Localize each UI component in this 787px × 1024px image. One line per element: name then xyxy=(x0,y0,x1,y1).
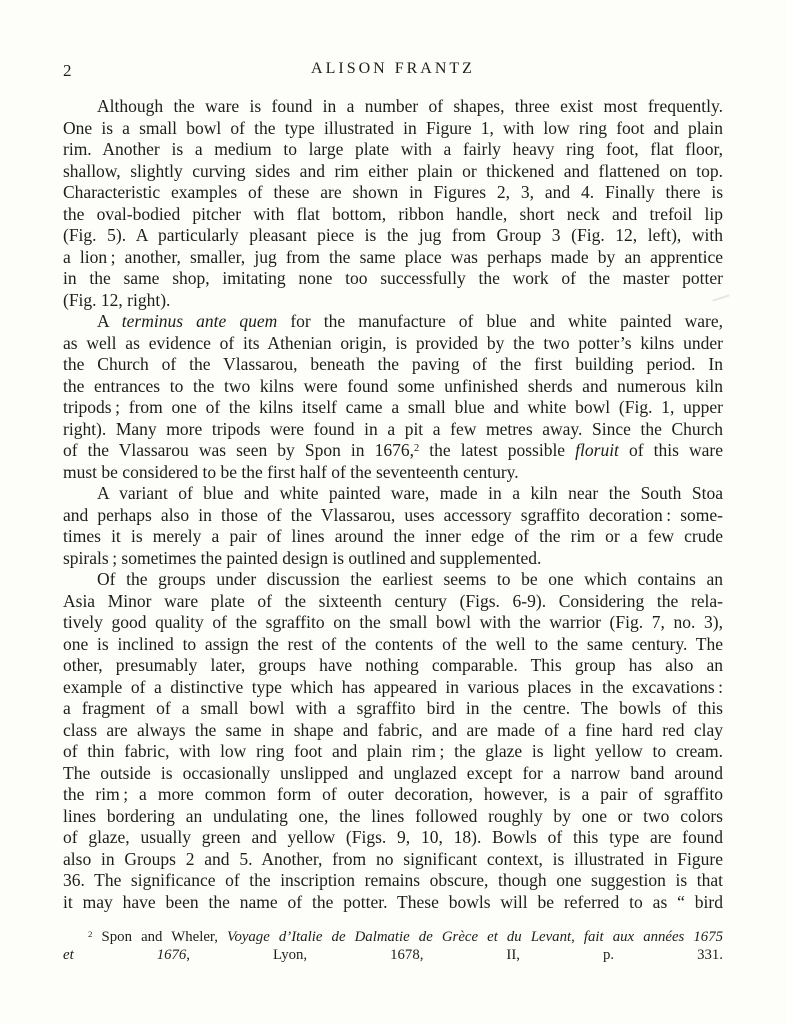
text-line xyxy=(63,741,723,763)
text-line xyxy=(63,225,723,247)
text-segment: shallow, slightly curving sides and rim either plain or thickened and flattened on top. xyxy=(63,160,723,181)
text-segment: Characteristic examples of these are shown in Figures 2, 3, and 4. Finally there is xyxy=(63,182,723,202)
text-segment: example of a distinctive type which has appeared in various places in the excavations : xyxy=(63,676,723,697)
text-segment: rim. Another is a medium to large plate with a fairly heavy ring foot, flat floor, xyxy=(63,139,723,159)
text-segment: for the manufacture of blue and white painted ware, xyxy=(277,311,723,331)
text-line xyxy=(63,139,723,161)
text-line xyxy=(63,268,723,290)
text-segment: the latest possible xyxy=(419,440,576,460)
footnote-reference: 2 xyxy=(88,929,93,940)
text-segment: lines bordering an undulating one, the lines followed roughly by one or two colors xyxy=(63,805,723,826)
text-segment: A variant of blue and white painted ware, made in a kiln near the South Stoa xyxy=(97,483,723,503)
text-line xyxy=(63,161,723,183)
text-line xyxy=(63,947,723,965)
text-line xyxy=(63,290,723,312)
text-line xyxy=(63,397,723,419)
text-line xyxy=(63,569,723,591)
text-line xyxy=(63,96,723,118)
text-line xyxy=(63,784,723,806)
text-line xyxy=(63,462,723,484)
text-segment: right). Many more tripods were found in a pit a few metres away. Since the Church xyxy=(63,418,723,439)
text-segment: Voyage d’Italie de Dalmatie de Grèce et du Levant, fait aux années 1675 xyxy=(227,929,723,945)
text-segment: terminus ante quem xyxy=(121,311,278,331)
text-segment: a lion ; another, smaller, jug from the same place was perhaps made by an apprentice xyxy=(63,246,723,267)
text-segment: spirals ; sometimes the painted design is outlined and supplemented. xyxy=(63,547,542,568)
text-line xyxy=(63,548,723,570)
text-line xyxy=(63,698,723,720)
text-segment: A xyxy=(97,311,122,331)
running-head: ALISON FRANTZ xyxy=(311,60,475,77)
text-segment: , Lyon, 1678, II, p. 331. xyxy=(186,946,723,963)
text-line xyxy=(63,505,723,527)
text-segment: also in Groups 2 and 5. Another, from no significant context, is illustrated in Figure xyxy=(63,848,723,869)
text-segment: of the Vlassarou was seen by Spon in 1676, xyxy=(63,440,414,460)
text-segment: of this ware xyxy=(618,440,723,460)
text-segment: times it is merely a pair of lines around the inner edge of the rim or a few crude xyxy=(63,526,723,546)
text-line xyxy=(63,870,723,892)
text-segment: of glaze, usually green and yellow (Figs. 9, 10, 18). Bowls of this type are found xyxy=(63,827,723,847)
text-segment: it may have been the name of the potter. These bowls will be referred to as “ bird xyxy=(63,891,723,912)
text-segment: the rim ; a more common form of outer decoration, however, is a pair of sgraffito xyxy=(63,784,723,804)
text-line xyxy=(63,204,723,226)
text-segment: (Fig. 5). A particularly pleasant piece is the jug from Group 3 (Fig. 12, left), with xyxy=(63,225,723,245)
text-line xyxy=(63,677,723,699)
text-line xyxy=(63,526,723,548)
text-line xyxy=(63,634,723,656)
text-segment: in the same shop, imitating none too successfully the work of the master potter xyxy=(63,268,723,288)
body-text xyxy=(63,96,723,913)
text-line xyxy=(63,354,723,376)
text-line xyxy=(63,929,723,947)
footnote xyxy=(63,929,723,964)
text-segment: a fragment of a small bowl with a sgraffito bird in the centre. The bowls of this xyxy=(63,698,723,718)
text-line xyxy=(63,419,723,441)
text-line xyxy=(63,827,723,849)
text-line xyxy=(63,483,723,505)
text-line xyxy=(63,849,723,871)
text-segment: tively good quality of the sgraffito on the small bowl with the warrior (Fig. 7, no. 3), xyxy=(63,612,723,632)
text-segment: Of the groups under discussion the earliest seems to be one which contains an xyxy=(97,569,723,589)
text-segment: 36. The significance of the inscription remains obscure, though one suggestion is that xyxy=(63,870,723,890)
text-segment: (Fig. 12, right). xyxy=(63,289,171,310)
text-line xyxy=(63,720,723,742)
text-line xyxy=(63,118,723,140)
footnote-reference: 2 xyxy=(413,443,420,455)
text-line xyxy=(63,892,723,914)
text-segment: must be considered to be the first half of the seventeenth century. xyxy=(63,461,519,482)
text-line xyxy=(63,612,723,634)
text-segment: Although the ware is found in a number of shapes, three exist most frequently. xyxy=(97,96,723,116)
text-segment: tripods ; from one of the kilns itself came a small blue and white bowl (Fig. 1, upper xyxy=(63,397,723,417)
text-line xyxy=(63,182,723,204)
text-segment: Spon and Wheler, xyxy=(92,929,228,945)
text-segment: the Church of the Vlassarou, beneath the paving of the first building period. In xyxy=(63,354,723,374)
text-segment: One is a small bowl of the type illustrated in Figure 1, with low ring foot and plain xyxy=(63,117,723,138)
text-segment: class are always the same in shape and fabric, and are made of a fine hard red clay xyxy=(63,719,723,740)
text-segment: one is inclined to assign the rest of the contents of the well to the same century. The xyxy=(63,633,723,654)
text-segment: as well as evidence of its Athenian origin, is provided by the two potter’s kilns under xyxy=(63,332,723,353)
text-segment: The outside is occasionally unslipped and unglazed except for a narrow band around xyxy=(63,762,723,783)
text-segment: the oval-bodied pitcher with flat bottom, ribbon handle, short neck and trefoil lip xyxy=(63,203,723,224)
page-header xyxy=(63,60,723,82)
text-segment: floruit xyxy=(575,440,619,460)
text-line xyxy=(63,376,723,398)
text-line xyxy=(63,440,723,462)
text-segment: et 1676 xyxy=(63,946,187,963)
text-line xyxy=(63,311,723,333)
page-number: 2 xyxy=(63,61,72,80)
text-line xyxy=(63,806,723,828)
text-segment: and perhaps also in those of the Vlassarou, uses accessory sgraffito decoration : some- xyxy=(63,504,723,525)
text-line xyxy=(63,655,723,677)
text-line xyxy=(63,247,723,269)
text-segment: of thin fabric, with low ring foot and plain rim ; the glaze is light yellow to cream. xyxy=(63,741,723,761)
text-segment: the entrances to the two kilns were found some unfinished sherds and numerous kiln xyxy=(63,375,723,396)
text-line xyxy=(63,763,723,785)
text-line xyxy=(63,591,723,613)
text-segment: other, presumably later, groups have nothing comparable. This group has also an xyxy=(63,655,723,675)
text-segment: Asia Minor ware plate of the sixteenth century (Figs. 6-9). Considering the rela- xyxy=(63,590,723,611)
text-line xyxy=(63,333,723,355)
